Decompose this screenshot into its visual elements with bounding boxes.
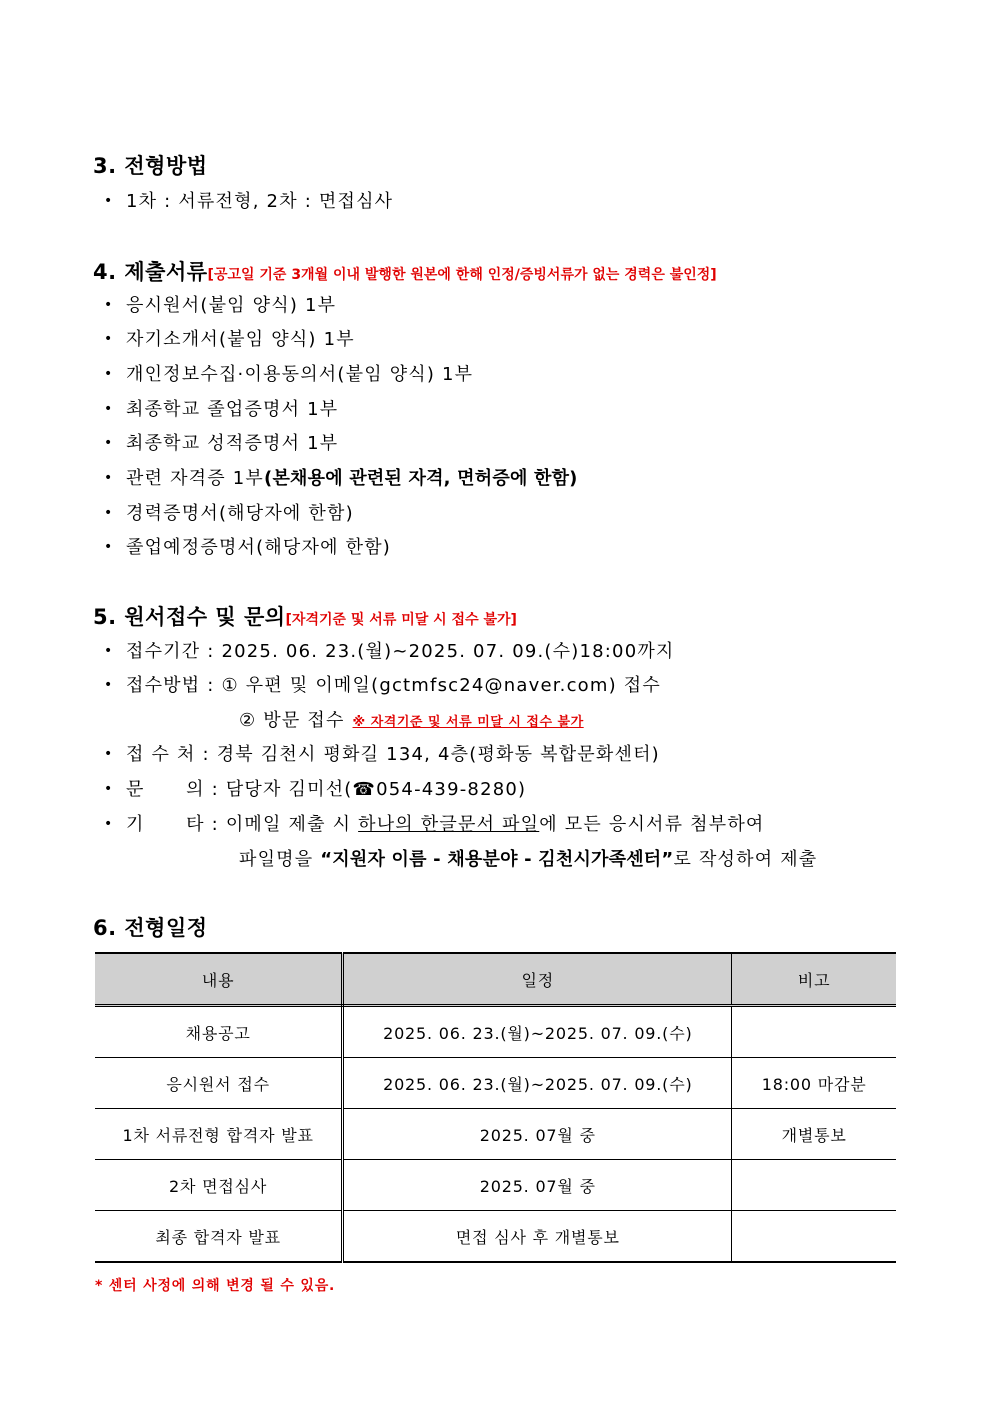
method-2-note: ※ 자격기준 및 서류 미달 시 접수 불가: [352, 715, 584, 730]
list-item: • 최종학교 졸업증명서 1부: [104, 399, 339, 420]
file-name-format: “지원자 이름 - 채용분야 - 김천시가족센터”: [320, 849, 674, 870]
list-item: • 기 타 : 이메일 제출 시 하나의 한글문서 파일에 모든 응시서류 첨부하여: [104, 814, 765, 835]
etc-label: 기 타 :: [126, 814, 219, 835]
bullet-icon: •: [104, 435, 114, 451]
table-cell: 18:00 마감분: [732, 1058, 896, 1109]
bullet-icon: •: [104, 816, 114, 832]
bullet-icon: •: [104, 331, 114, 347]
header-schedule: 일정: [343, 953, 732, 1006]
bullet-icon: •: [104, 193, 114, 209]
item-bold-note: (본채용에 관련된 자격, 면허증에 한함): [264, 468, 578, 489]
bullet-icon: •: [104, 366, 114, 382]
table-cell: [732, 1211, 896, 1263]
section-6-title: 6. 전형일정: [93, 916, 208, 940]
period-value: 2025. 06. 23.(월)~2025. 07. 09.(수)18:00까지: [221, 641, 675, 662]
method-2: ② 방문 접수: [239, 710, 345, 731]
bullet-icon: •: [104, 297, 114, 313]
section-5-note: [자격기준 및 서류 미달 시 접수 불가]: [285, 612, 517, 628]
section-5-title: 5. 원서접수 및 문의[자격기준 및 서류 미달 시 접수 불가]: [93, 605, 517, 629]
place-value: 경북 김천시 평화길 134, 4층(평화동 복합문화센터): [216, 744, 660, 765]
list-item: • 경력증명서(해당자에 한함): [104, 503, 354, 524]
method-2-line: [239, 706, 584, 732]
bullet-icon: •: [104, 470, 114, 486]
table-cell: 1차 서류전형 합격자 발표: [95, 1109, 343, 1160]
table-row: [95, 1211, 896, 1263]
table-header-row: [95, 953, 896, 1006]
header-content: 내용: [95, 953, 343, 1006]
table-cell: 2025. 06. 23.(월)~2025. 07. 09.(수): [343, 1058, 732, 1109]
schedule-footnote: * 센터 사정에 의해 변경 될 수 있음.: [95, 1278, 336, 1294]
header-remark: 비고: [732, 953, 896, 1006]
table-cell: [732, 1160, 896, 1211]
list-item: • 최종학교 성적증명서 1부: [104, 433, 339, 454]
section-3-title: 3. 전형방법: [93, 154, 208, 178]
contact-label: 문 의 :: [126, 779, 219, 800]
table-cell: [732, 1006, 896, 1058]
period-label: 접수기간 :: [126, 641, 215, 662]
table-cell: 2025. 07월 중: [343, 1109, 732, 1160]
list-item: • 개인정보수집·이용동의서(붙임 양식) 1부: [104, 364, 474, 385]
etc-underline: 하나의 한글문서 파일: [358, 814, 540, 835]
list-item: [104, 740, 660, 766]
schedule-table: [95, 952, 896, 1263]
table-cell: 채용공고: [95, 1006, 343, 1058]
table-row: [95, 1006, 896, 1058]
contact-value: 담당자 김미선(☎054-439-8280): [225, 779, 527, 800]
bullet-icon: •: [104, 539, 114, 555]
bullet-icon: •: [104, 746, 114, 762]
list-item: • 졸업예정증명서(해당자에 한함): [104, 537, 392, 558]
table-row: [95, 1058, 896, 1109]
table-cell: 면접 심사 후 개별통보: [343, 1211, 732, 1263]
table-cell: 2025. 06. 23.(월)~2025. 07. 09.(수): [343, 1006, 732, 1058]
table-row: [95, 1109, 896, 1160]
list-item: • 관련 자격증 1부(본채용에 관련된 자격, 면허증에 한함): [104, 468, 578, 489]
list-item: • 응시원서(붙임 양식) 1부: [104, 295, 337, 316]
table-cell: 2025. 07월 중: [343, 1160, 732, 1211]
table-cell: 최종 합격자 발표: [95, 1211, 343, 1263]
list-item: [104, 637, 675, 663]
bullet-icon: •: [104, 401, 114, 417]
table-cell: 2차 면접심사: [95, 1160, 343, 1211]
bullet-icon: •: [104, 505, 114, 521]
table-cell: 개별통보: [732, 1109, 896, 1160]
bullet-icon: •: [104, 781, 114, 797]
section-4-title: 4. 제출서류[공고일 기준 3개월 이내 발행한 원본에 한해 인정/증빙서류가 없는 경력은 불인정]: [93, 260, 717, 284]
method-1: ① 우편 및 이메일(gctmfsc24@naver.com) 접수: [221, 675, 661, 696]
method-label: 접수방법 :: [126, 675, 215, 696]
etc-line-2: 파일명을 “지원자 이름 - 채용분야 - 김천시가족센터”로 작성하여 제출: [239, 849, 818, 870]
table-cell: 응시원서 접수: [95, 1058, 343, 1109]
list-item: • 자기소개서(붙임 양식) 1부: [104, 329, 355, 350]
bullet-icon: •: [104, 643, 114, 659]
bullet-icon: •: [104, 677, 114, 693]
list-item: [104, 671, 661, 697]
section-4-note: [공고일 기준 3개월 이내 발행한 원본에 한해 인정/증빙서류가 없는 경력은 불인정]: [207, 267, 717, 283]
list-item: [104, 775, 526, 801]
place-label: 접 수 처 :: [126, 744, 210, 765]
list-item: • 1차 : 서류전형, 2차 : 면접심사: [104, 191, 394, 212]
table-row: [95, 1160, 896, 1211]
